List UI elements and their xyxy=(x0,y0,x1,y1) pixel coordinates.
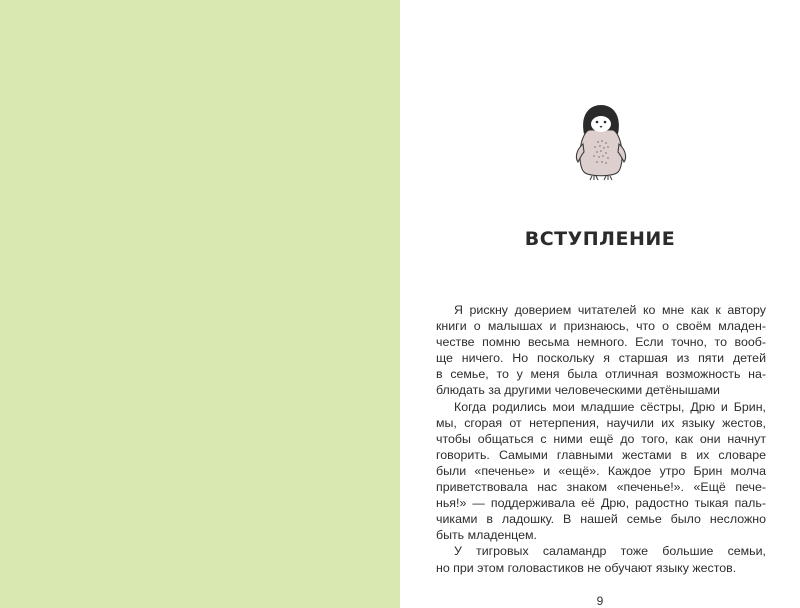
penguin-chick-icon xyxy=(570,100,632,186)
text-line: книги о малышах и признаюсь, что о своём младен- xyxy=(436,319,766,334)
text-line: мы, сгорая от нетерпения, научили их языку жестов, xyxy=(436,415,766,430)
text-line: нья!» — поддерживала её Дрю, радостно тыкая паль- xyxy=(436,496,766,511)
text-line: Когда родились мои младшие сёстры, Дрю и Брин, xyxy=(454,399,766,414)
page-number: 9 xyxy=(596,594,604,608)
right-page xyxy=(400,0,800,608)
text-line: быть младенцем. xyxy=(436,528,537,543)
text-line: говорить. Самыми главными жестами в их словаре xyxy=(436,447,766,462)
text-line: приветствовала нас знаком «печенье!». «Ещё пече- xyxy=(436,480,766,495)
text-line: были «печенье» и «ещё». Каждое утро Брин молча xyxy=(436,463,766,478)
paragraph xyxy=(436,399,766,544)
text-line: ще ничего. Но поскольку я старшая из пяти детей xyxy=(436,351,766,366)
paragraph xyxy=(436,543,766,575)
text-line: чтобы общаться с ними ещё до того, как они начнут xyxy=(436,431,766,446)
text-line: Я рискну доверием читателей ко мне как к автору xyxy=(454,303,766,317)
body-text xyxy=(436,302,766,576)
text-line: чиками в ладошку. В нашей семье было несложно xyxy=(436,512,766,527)
paragraph xyxy=(436,302,766,399)
text-line: в семье, то у меня была отличная возможность на- xyxy=(436,367,766,382)
text-line: честве помню весьма немного. Если точно, то вооб- xyxy=(436,335,766,350)
text-line: блюдать за другими человеческими детёнышами xyxy=(436,383,720,398)
chapter-title: ВСТУПЛЕНИЕ xyxy=(524,228,676,250)
text-line: но при этом головастиков не обучают языку жестов. xyxy=(436,560,737,575)
text-line: У тигровых саламандр тоже большие семьи, xyxy=(454,544,766,559)
